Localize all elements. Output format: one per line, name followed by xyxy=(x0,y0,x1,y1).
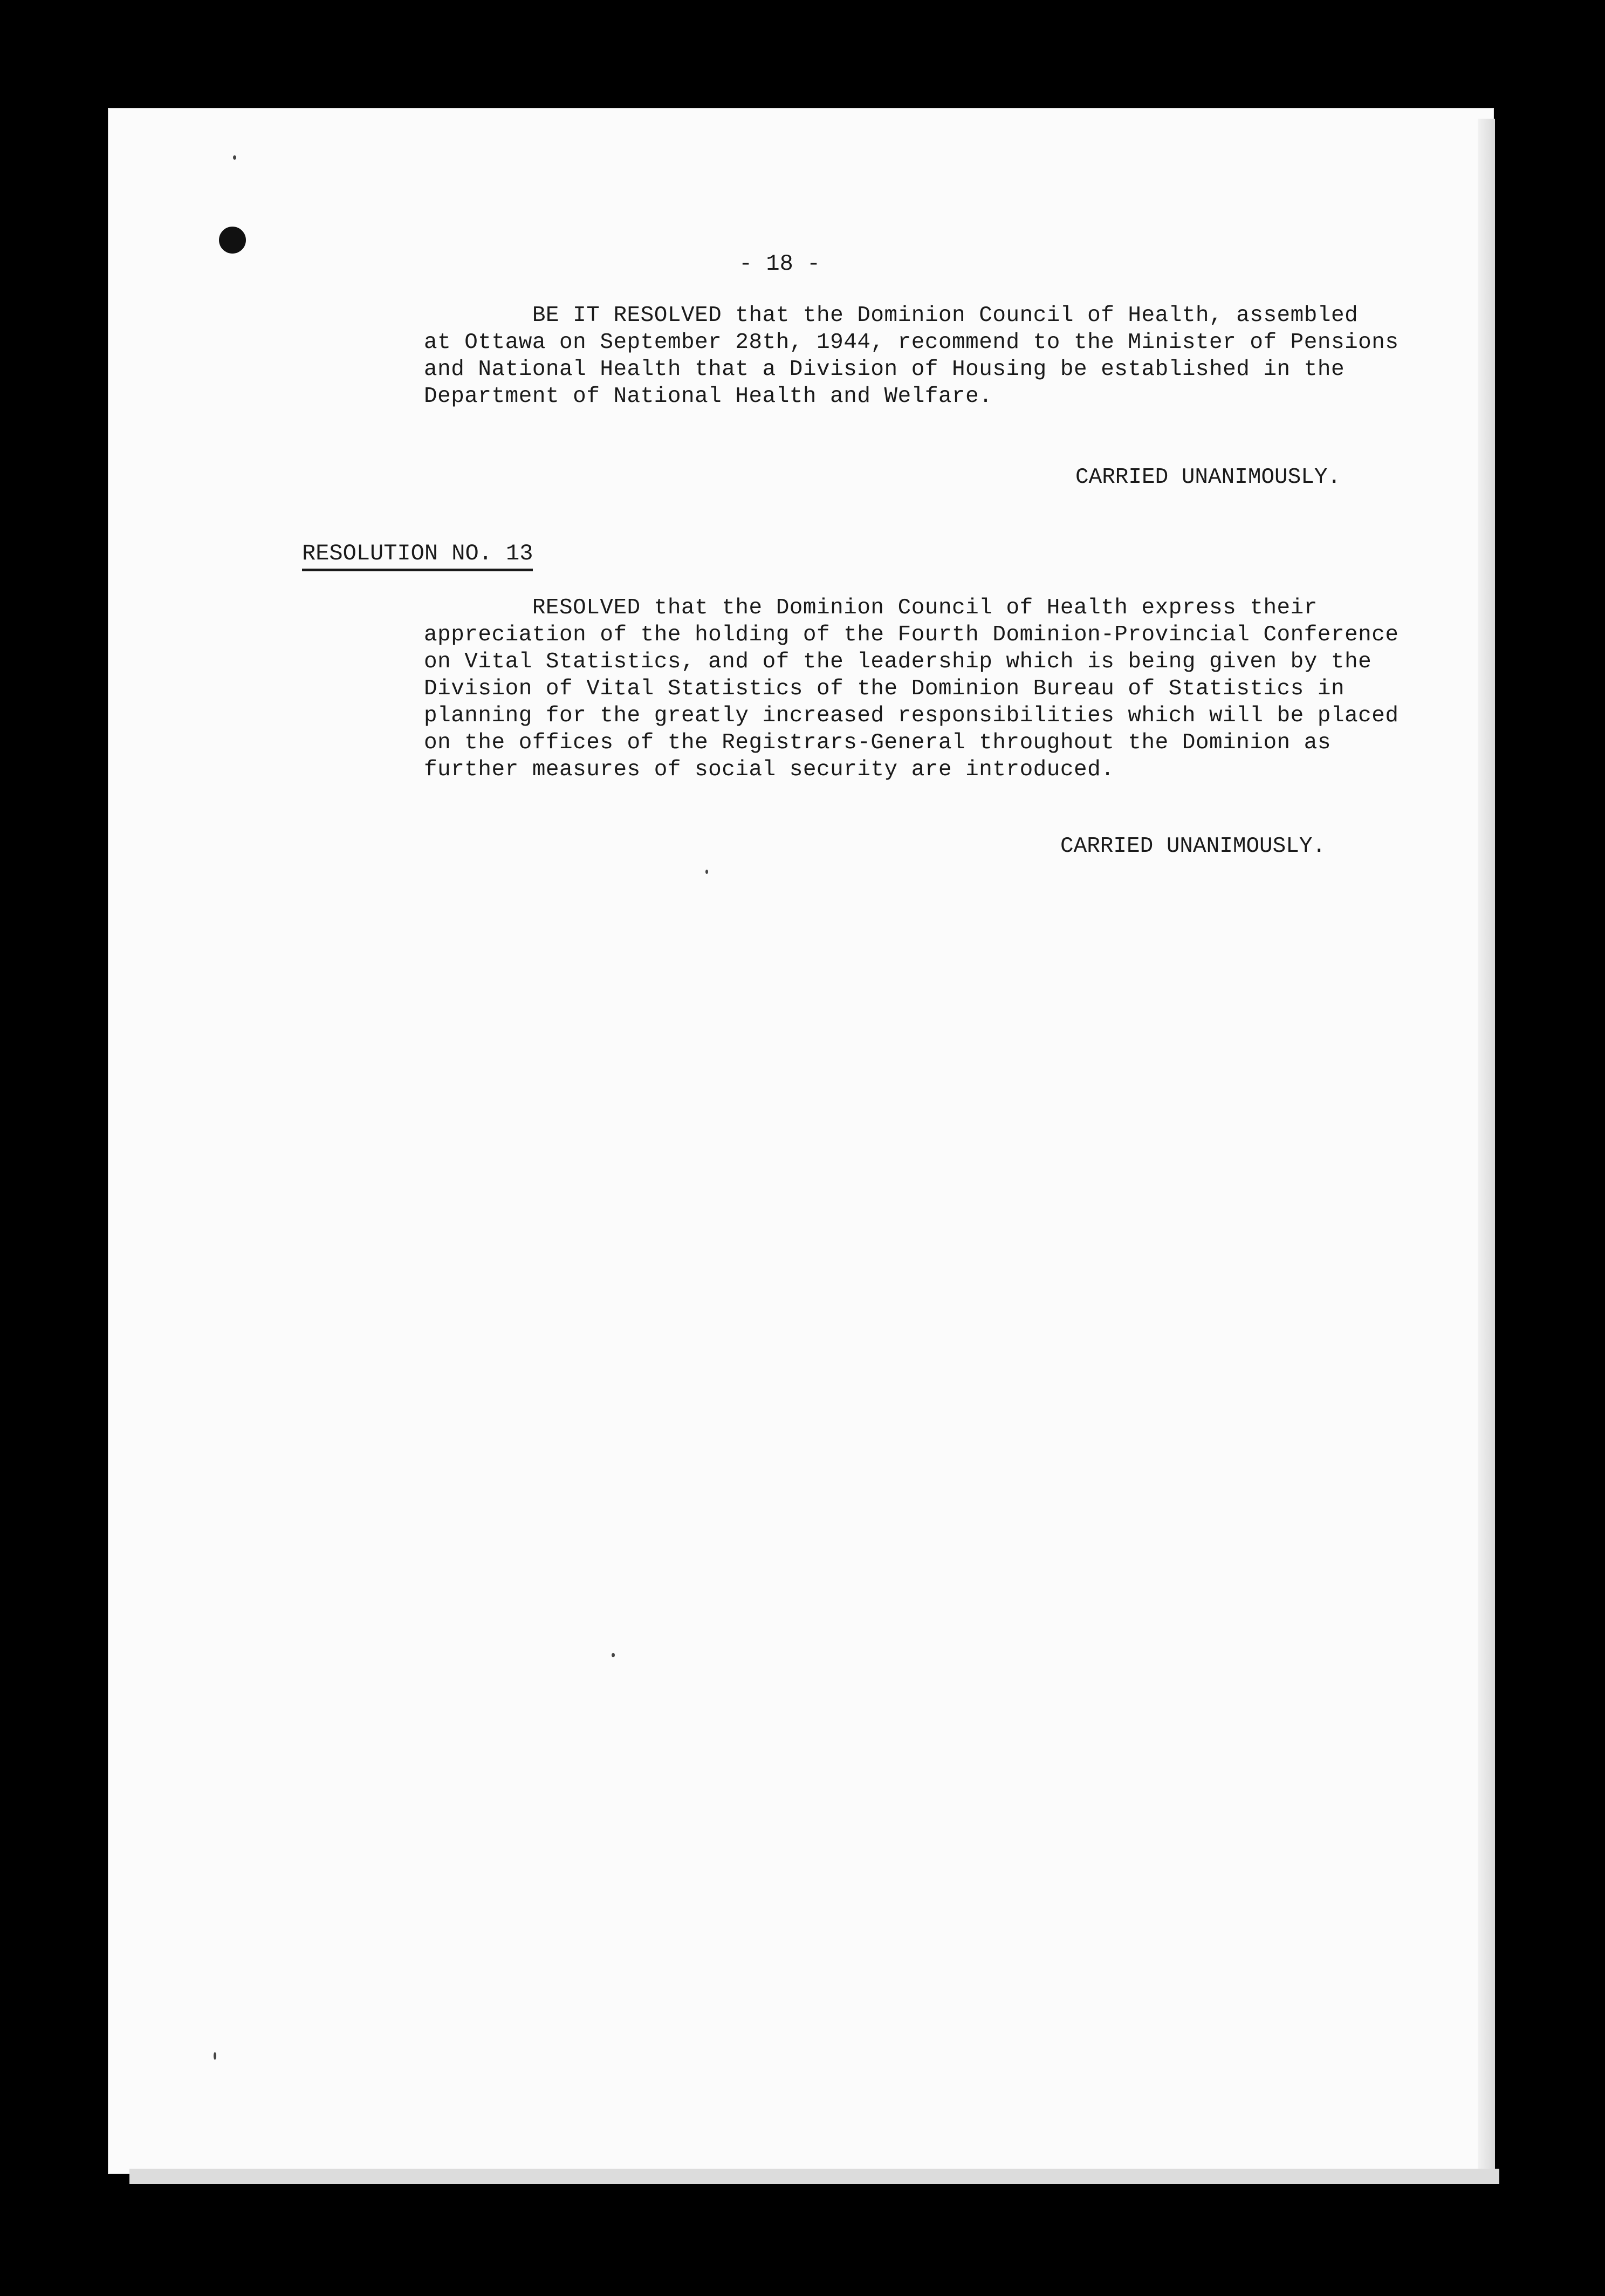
resolution-12-line-4: Department of National Health and Welfare. xyxy=(424,384,993,409)
speck-mark xyxy=(214,2052,216,2060)
speck-mark xyxy=(612,1653,615,1657)
page-edge-bottom xyxy=(129,2169,1499,2184)
resolution-13-line-6: on the offices of the Registrars-General throughout the Dominion as xyxy=(424,730,1331,755)
resolution-heading: RESOLUTION NO. 13 xyxy=(302,541,533,571)
resolution-13-line-2: appreciation of the holding of the Fourth Dominion-Provincial Conference xyxy=(424,623,1399,647)
speck-mark xyxy=(233,155,236,160)
carried-unanimously-2: CARRIED UNANIMOUSLY. xyxy=(1060,834,1326,859)
resolution-12-line-1: BE IT RESOLVED that the Dominion Council of Health, assembled xyxy=(424,303,1359,328)
resolution-13-line-4: Division of Vital Statistics of the Dominion Bureau of Statistics in xyxy=(424,676,1345,701)
resolution-12-line-2: at Ottawa on September 28th, 1944, recommend to the Minister of Pensions xyxy=(424,330,1399,355)
carried-unanimously-1: CARRIED UNANIMOUSLY. xyxy=(1075,465,1341,490)
resolution-13-line-5: planning for the greatly increased responsibilities which will be placed xyxy=(424,703,1399,728)
resolution-12-line-3: and National Health that a Division of Housing be established in the xyxy=(424,357,1345,382)
speck-mark xyxy=(705,870,708,874)
punch-hole-icon xyxy=(219,227,246,254)
resolution-13-line-1: RESOLVED that the Dominion Council of Health express their xyxy=(424,596,1318,620)
page-number: - 18 - xyxy=(739,251,821,277)
document-page xyxy=(108,108,1494,2174)
resolution-13-line-7: further measures of social security are introduced. xyxy=(424,757,1115,782)
resolution-13-line-3: on Vital Statistics, and of the leadership which is being given by the xyxy=(424,650,1372,674)
page-edge-right xyxy=(1478,119,1495,2174)
